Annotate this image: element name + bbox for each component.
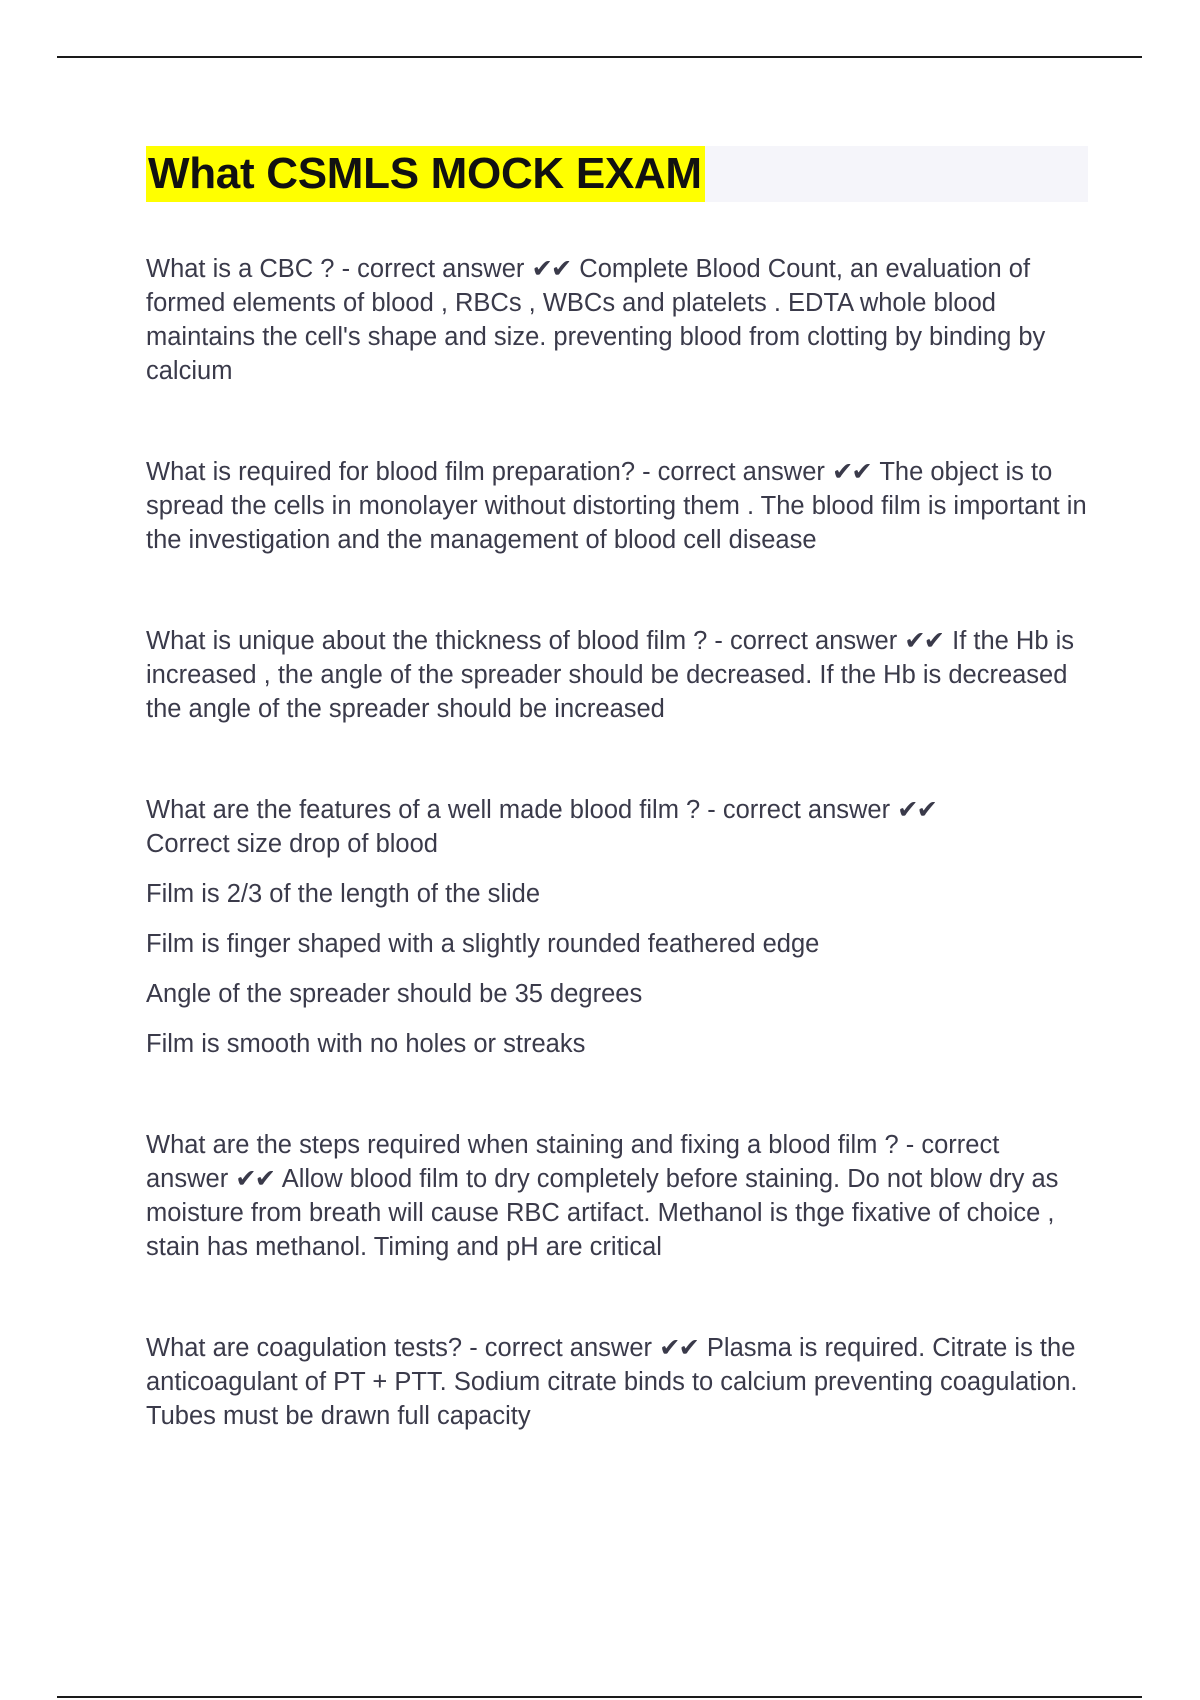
qa-text (146, 252, 1088, 388)
question-text: What are the steps required when staining and fixing a blood film ? (146, 1131, 899, 1159)
qa-text (146, 1331, 1088, 1433)
double-check-icon: ✔✔ (904, 627, 944, 655)
answer-text: If the Hb is increased , the angle of the spreader should be decreased. If the Hb is decreased the angle of the spreader should be increased (146, 627, 1075, 723)
document-content (146, 146, 1088, 1500)
answer-list-item: Angle of the spreader should be 35 degrees (146, 980, 643, 1008)
answer-text: Complete Blood Count, an evaluation of formed elements of blood , RBCs , WBCs and platelets . EDTA whole blood maintains the cell's shape and size. preventing blood from clotting by binding by calcium (146, 255, 1046, 385)
qa-item (146, 1128, 1088, 1264)
answer-list-item: Film is smooth with no holes or streaks (146, 1030, 586, 1058)
question-text: What is a CBC ? (146, 255, 335, 283)
top-divider (57, 56, 1142, 58)
qa-text (146, 624, 1088, 726)
answer-text: Correct size drop of blood (146, 830, 438, 858)
qa-item (146, 252, 1088, 388)
qa-item (146, 624, 1088, 726)
answer-text: The object is to spread the cells in monolayer without distorting them . The blood film is important in the investigation and the management of blood cell disease (146, 458, 1087, 554)
qa-item (146, 1331, 1088, 1433)
question-text: What are the features of a well made blood film ? (146, 796, 701, 824)
question-text: What is required for blood film preparation? (146, 458, 635, 486)
answer-text: Plasma is required. Citrate is the anticoagulant of PT + PTT. Sodium citrate binds to calcium preventing coagulation. Tubes must be drawn full capacity (146, 1334, 1078, 1430)
answer-text: Allow blood film to dry completely before staining. Do not blow dry as moisture from breath will cause RBC artifact. Methanol is thge fixative of choice , stain has methanol. Timing and pH are critical (146, 1165, 1059, 1261)
answer-list-item: Film is 2/3 of the length of the slide (146, 880, 541, 908)
double-check-icon: ✔✔ (897, 796, 936, 824)
answer-list-item: Film is finger shaped with a slightly rounded feathered edge (146, 930, 820, 958)
qa-text (146, 1128, 1088, 1264)
question-text: What are coagulation tests? (146, 1334, 463, 1362)
answer-separator: - correct answer (146, 1131, 1000, 1193)
answer-separator: - correct answer (635, 458, 832, 486)
qa-item (146, 793, 1088, 1061)
qa-text (146, 455, 1088, 557)
qa-item (146, 455, 1088, 557)
answer-separator: - correct answer (462, 1334, 660, 1362)
title-band (146, 146, 1088, 202)
double-check-icon: ✔✔ (531, 255, 571, 283)
double-check-icon: ✔✔ (831, 458, 871, 486)
answer-separator: - correct answer (707, 627, 905, 655)
answer-separator: - correct answer (334, 255, 532, 283)
double-check-icon: ✔✔ (235, 1165, 275, 1193)
double-check-icon: ✔✔ (659, 1334, 698, 1362)
answer-list (146, 877, 1088, 1061)
page-title: What CSMLS MOCK EXAM (146, 146, 705, 202)
qa-text (146, 793, 1088, 861)
question-text: What is unique about the thickness of blood film ? (146, 627, 708, 655)
qa-list (146, 252, 1088, 1433)
answer-separator: - correct answer (700, 796, 898, 824)
bottom-divider (57, 1696, 1142, 1698)
